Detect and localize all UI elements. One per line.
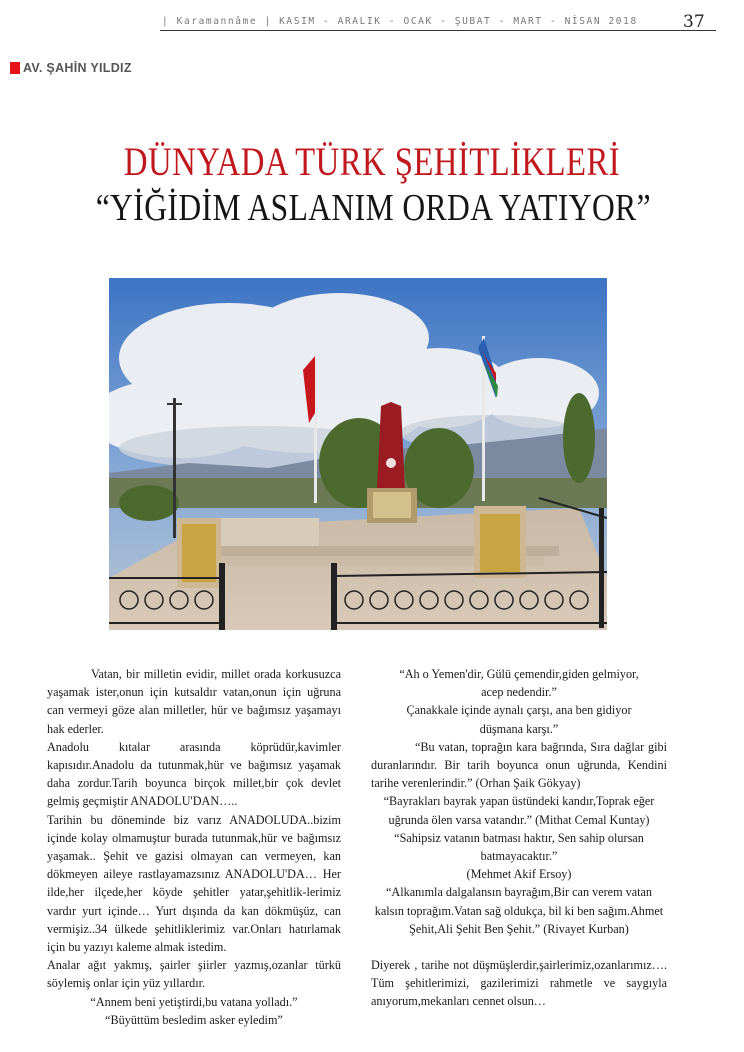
author-name: AV. ŞAHİN YILDIZ — [23, 61, 132, 75]
running-header: | Karamannâme | KASIM - ARALIK - OCAK - ŞUBAT - MART - NİSAN 2018 — [162, 16, 638, 27]
paragraph: Tarihin bu döneminde biz varız ANADOLUDA..bizim içinde kolay olmamuştur burada tutunmak,hür ve bağımsız yaşamak.. Şehit ve gazisi olmayan can vermeyen, kan dökmeyen aileye rastlayamazsınız ANADOLU'DA… Her ilde,her ilçede,her köyde şehitler yatar,şehitlik-lerimiz vardır yurt içinde… Yurt dışında da kan dökmüşüz, can vermişiz..34 ülkede şehitliklerimiz var.Onları hatırlamak için bu yazıyı kaleme almak istedim. — [47, 812, 341, 955]
paragraph: Anadolu kıtalar arasında köprüdür,kavimler kapısıdır.Anadolu da tutunmak,hür ve bağımsız yaşamak daha zordur.Tarih boyunca birçok millet,bir çok devlet gelmiş geçmiştir ANADOLU'DAN….. — [47, 739, 341, 809]
memorial-photo — [109, 278, 607, 630]
quote-line: “Annem beni yetiştirdi,bu vatana yolladı.” — [90, 994, 298, 1009]
quote-author: (Mehmet Akif Ersoy) — [466, 867, 572, 882]
left-column — [47, 665, 341, 1029]
quote-line: Çanakkale içinde aynalı çarşı, ana ben gidiyor — [406, 703, 632, 718]
quote-line: “Ah o Yemen'dir, Gülü çemendir,giden gelmiyor, — [399, 667, 639, 681]
paragraph: Vatan, bir milletin evidir, millet orada korkusuzca yaşamak ister,onun için kutsaldır vatan,onun için uğruna can vermeyi göze alan milletler, hür ve bağımsız yaşamayı hak ederler. — [47, 667, 341, 736]
quote-line: “Büyüttüm besledim asker eyledim” — [105, 1012, 283, 1027]
quote-line: düşmana karşı.” — [479, 721, 559, 736]
quote-paragraph: “Bu vatan, toprağın kara bağrında, Sıra dağlar gibi duranlarındır. Bir tarih boyunca onun uğrunda, Kendini tarihe verenlerindir.” (Orhan Şaik Gökyay) — [371, 739, 667, 791]
quote-line: “Sahipsiz vatanın batması haktır, Sen sahip olursan — [394, 830, 644, 845]
article-title: DÜNYADA TÜRK ŞEHİTLİKLERİ — [123, 139, 621, 184]
right-column — [371, 665, 667, 1011]
quote-line: acep nedendir.” — [481, 685, 557, 700]
author-marker — [10, 62, 20, 74]
quote-paragraph: “Alkanımla dalgalansın bayrağım,Bir can verem vatan kalsın toprağım.Vatan sağ oldukça, bil ki ben sağım.Ahmet Şehit,Ali Şehit Ben Şehit.” (Rivayet Kurban) — [374, 885, 664, 936]
quote-line: batmayacaktır.” — [480, 849, 558, 864]
header-rule — [160, 30, 716, 31]
closing-paragraph: Diyerek , tarihe not düşmüşlerdir,şairlerimiz,ozanlarımız…. Tüm şehitlerimizi, gazilerimizi rahmetle ve saygıyla anıyorum,mekanları cennet olsun… — [371, 958, 667, 1009]
page-number: 37 — [683, 12, 705, 32]
article-subtitle: “YİĞİDİM ASLANIM ORDA YATIYOR” — [95, 187, 652, 229]
paragraph: Analar ağıt yakmış, şairler şiirler yazmış,ozanlar türkü söylemiş onlar için yüz yıllardır. — [47, 958, 341, 991]
quote-paragraph: “Bayrakları bayrak yapan üstündeki kandır,Toprak eğer uğrunda ölen varsa vatandır.” (Mithat Cemal Kuntay) — [383, 794, 655, 827]
